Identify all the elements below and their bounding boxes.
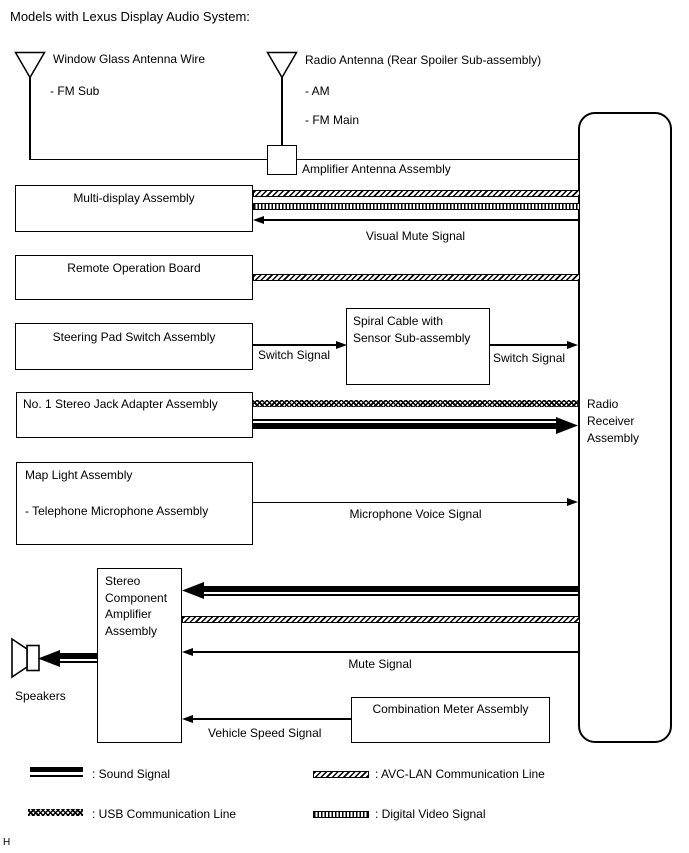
stereo-amplifier-label: Stereo Component Amplifier Assembly [105,574,168,638]
switch-signal-left-label: Switch Signal [258,348,331,362]
legend-usb-label: : USB Communication Line [92,807,237,821]
switch-signal-line-left [253,344,338,346]
footer-mark: H [3,837,11,848]
sound-line-amp-thick [202,586,578,592]
radio-antenna-lead [281,77,283,145]
avc-lan-line-multi-display [253,190,580,197]
window-antenna-label: Window Glass Antenna Wire [53,52,206,66]
microphone-voice-line [253,502,569,504]
legend-avc-lan-label: : AVC-LAN Communication Line [375,767,545,781]
antenna-wire-left [29,159,267,161]
sound-line-jack-thin [253,419,558,421]
sound-line-speaker-thick [58,653,97,659]
avc-lan-line-amp [182,616,580,623]
switch-signal-right-label: Switch Signal [493,351,566,365]
sound-amp-arrowhead-icon [182,582,204,599]
radio-antenna-label: Radio Antenna (Rear Spoiler Sub-assembly) [305,53,542,67]
switch-signal-right-arrowhead-icon [567,341,578,349]
amplifier-antenna-box [267,145,297,175]
legend-usb-swatch [28,809,83,816]
legend-sound-swatch-thin [30,775,83,777]
visual-mute-line [262,219,578,221]
switch-signal-line-right [490,344,569,346]
vehicle-speed-label: Vehicle Speed Signal [208,726,322,740]
spiral-cable-box [346,308,490,385]
radio-antenna-icon [266,51,298,79]
legend-sound-label: : Sound Signal [92,767,171,781]
page-title: Models with Lexus Display Audio System: [10,9,250,24]
sound-jack-arrowhead-icon [556,417,578,434]
vehicle-speed-line [191,718,351,720]
mute-line [191,651,578,653]
radio-antenna-fm-main-label: - FM Main [305,113,359,127]
spiral-cable-label: Spiral Cable with Sensor Sub-assembly [353,314,471,345]
visual-mute-label: Visual Mute Signal [365,229,466,243]
multi-display-box [15,185,253,232]
legend-digital-video-swatch [313,811,369,818]
multi-display-label: Multi-display Assembly [73,191,195,205]
microphone-voice-label: Microphone Voice Signal [349,507,482,521]
window-antenna-icon [14,51,46,79]
avc-lan-line-remote [253,274,580,281]
combination-meter-box [351,697,550,743]
antenna-wire-right [297,159,578,161]
window-antenna-lead [29,77,31,160]
map-light-box [16,462,253,545]
legend-sound-swatch-thick [30,767,83,772]
map-light-label: Map Light Assembly [25,468,133,482]
stereo-amplifier-box [97,568,182,743]
radio-antenna-am-label: - AM [305,84,330,98]
map-light-sub-label: - Telephone Microphone Assembly [25,504,209,518]
stereo-jack-box [16,392,253,438]
radio-receiver-box [578,112,672,743]
amplifier-antenna-label: Amplifier Antenna Assembly [302,162,451,176]
speakers-label: Speakers [15,689,66,703]
sound-line-jack-thick [253,423,558,429]
mute-label: Mute Signal [348,657,412,671]
digital-video-line [253,203,580,210]
speaker-icon [10,637,42,679]
steering-pad-box [15,323,253,370]
steering-pad-label: Steering Pad Switch Assembly [52,330,216,344]
sound-line-speaker-thin [58,661,97,663]
sound-line-amp-thin [202,594,578,596]
stereo-jack-label: No. 1 Stereo Jack Adapter Assembly [23,397,218,411]
radio-receiver-label: Radio Receiver Assembly [587,397,640,445]
combination-meter-label: Combination Meter Assembly [372,702,529,716]
microphone-arrowhead-icon [567,498,578,506]
remote-operation-label: Remote Operation Board [67,261,201,275]
legend-avc-lan-swatch [313,771,369,778]
remote-operation-box [15,255,253,300]
legend-digital-video-label: : Digital Video Signal [375,807,486,821]
window-antenna-fm-sub-label: - FM Sub [50,84,100,98]
usb-line [253,400,578,407]
